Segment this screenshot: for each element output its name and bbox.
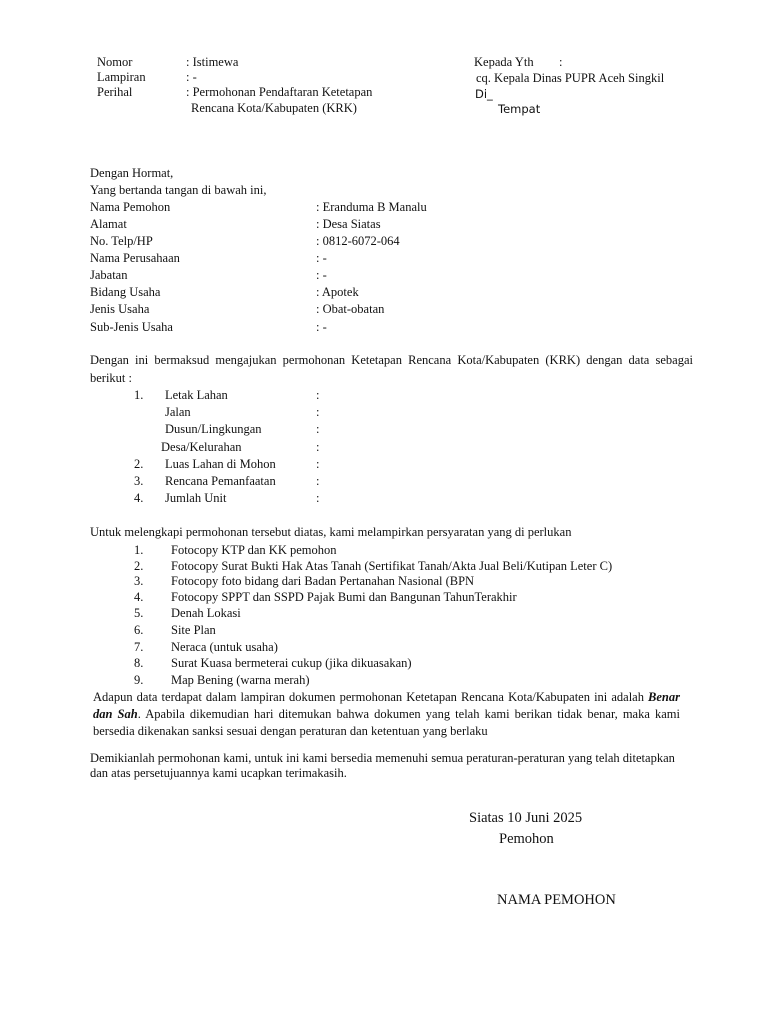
list-number: 2. [134,559,144,573]
purpose-paragraph: Dengan ini bermaksud mengajukan permohonan Ketetapan Rencana Kota/Kabupaten (KRK) dengan data sebagai [90,353,693,367]
applicant-label: No. Telp/HP [90,234,153,248]
lampiran-label: Lampiran [97,70,146,84]
land-item-colon: : [316,491,320,505]
land-item-label: Dusun/Lingkungan [165,422,262,436]
list-number: 2. [134,457,144,471]
list-number: 5. [134,606,144,620]
recipient-tempat: Tempat [498,102,541,116]
land-item-label: Jalan [165,405,191,419]
statement-text: Adapun data terdapat dalam lampiran dokumen permohonan Ketetapan Rencana Kota/Kabupaten ini adalah [93,690,649,704]
recipient-colon: : [559,55,563,69]
applicant-label: Sub-Jenis Usaha [90,320,173,334]
recipient-title: Kepada Yth [474,55,534,69]
perihal-value: : Permohonan Pendaftaran Ketetapan [186,85,373,99]
closing-text-end: dan atas persetujuannya kami ucapkan terimakasih. [90,766,347,780]
applicant-label: Bidang Usaha [90,285,161,299]
applicant-value: : - [316,268,327,282]
list-number: 3. [134,574,144,588]
attachment-item: Fotocopy foto bidang dari Badan Pertanahan Nasional (BPN [171,574,475,588]
list-number: 1. [134,388,144,402]
lampiran-value: : - [186,70,197,84]
statement-paragraph [93,689,680,740]
applicant-value: : - [316,251,327,265]
closing-text: Demikianlah permohonan kami, untuk ini kami bersedia memenuhi semua peraturan-peraturan yang telah ditetapkan [90,751,675,765]
applicant-value: : - [316,320,327,334]
list-number: 7. [134,640,144,654]
land-item-colon: : [316,388,320,402]
attachment-item: Fotocopy Surat Bukti Hak Atas Tanah (Sertifikat Tanah/Akta Jual Beli/Kutipan Leter C) [171,559,613,573]
land-item-colon: : [316,457,320,471]
applicant-label: Nama Perusahaan [90,251,180,265]
list-number: 4. [134,590,144,604]
attachment-item: Fotocopy SPPT dan SSPD Pajak Bumi dan Bangunan TahunTerakhir [171,590,517,604]
attachment-item: Fotocopy KTP dan KK pemohon [171,543,337,557]
attachment-item: Surat Kuasa bermeterai cukup (jika dikuasakan) [171,656,412,670]
recipient-di: Di_ [475,87,493,101]
list-number: 1. [134,543,144,557]
list-number: 8. [134,656,144,670]
attachment-item: Site Plan [171,623,216,637]
list-number: 9. [134,673,144,687]
statement-emphasis: Benar dan Sah [93,690,680,721]
land-item-colon: : [316,440,320,454]
applicant-label: Jenis Usaha [90,302,150,316]
land-item-colon: : [316,405,320,419]
place-date: Siatas 10 Juni 2025 [469,810,583,826]
land-item-label: Luas Lahan di Mohon [165,457,276,471]
applicant-value: : Desa Siatas [316,217,381,231]
list-number: 4. [134,491,144,505]
applicant-value: : Obat-obatan [316,302,385,316]
intro-text: Yang bertanda tangan di bawah ini, [90,183,267,197]
attachment-item: Denah Lokasi [171,606,241,620]
land-item-label: Jumlah Unit [165,491,227,505]
statement-text-cont: . Apabila dikemudian hari ditemukan bahwa dokumen yang telah kami berikan tidak benar, maka kami bersedia dikenakan sanksi sesuai dengan peraturan dan ketentuan yang berlaku [93,707,681,738]
applicant-value: : Apotek [316,285,359,299]
applicant-label: Jabatan [90,268,128,282]
attachment-item: Map Bening (warna merah) [171,673,310,687]
list-number: 3. [134,474,144,488]
land-item-label: Rencana Pemanfaatan [165,474,276,488]
land-item-label: Desa/Kelurahan [161,440,242,454]
land-item-label: Letak Lahan [165,388,228,402]
nomor-value: : Istimewa [186,55,239,69]
signatory-name: NAMA PEMOHON [497,892,616,908]
nomor-label: Nomor [97,55,133,69]
signatory-role: Pemohon [499,831,554,847]
land-item-colon: : [316,474,320,488]
applicant-label: Alamat [90,217,127,231]
perihal-continuation: Rencana Kota/Kabupaten (KRK) [191,101,357,115]
applicant-label: Nama Pemohon [90,200,171,214]
applicant-value: : Eranduma B Manalu [316,200,427,214]
attachments-intro: Untuk melengkapi permohonan tersebut diatas, kami melampirkan persyaratan yang di perlukan [90,525,572,539]
purpose-paragraph-end: berikut : [90,371,133,385]
land-item-colon: : [316,422,320,436]
list-number: 6. [134,623,144,637]
perihal-label: Perihal [97,85,133,99]
attachment-item: Neraca (untuk usaha) [171,640,278,654]
recipient-office: cq. Kepala Dinas PUPR Aceh Singkil [476,71,665,85]
greeting: Dengan Hormat, [90,166,174,180]
applicant-value: : 0812-6072-064 [316,234,400,248]
